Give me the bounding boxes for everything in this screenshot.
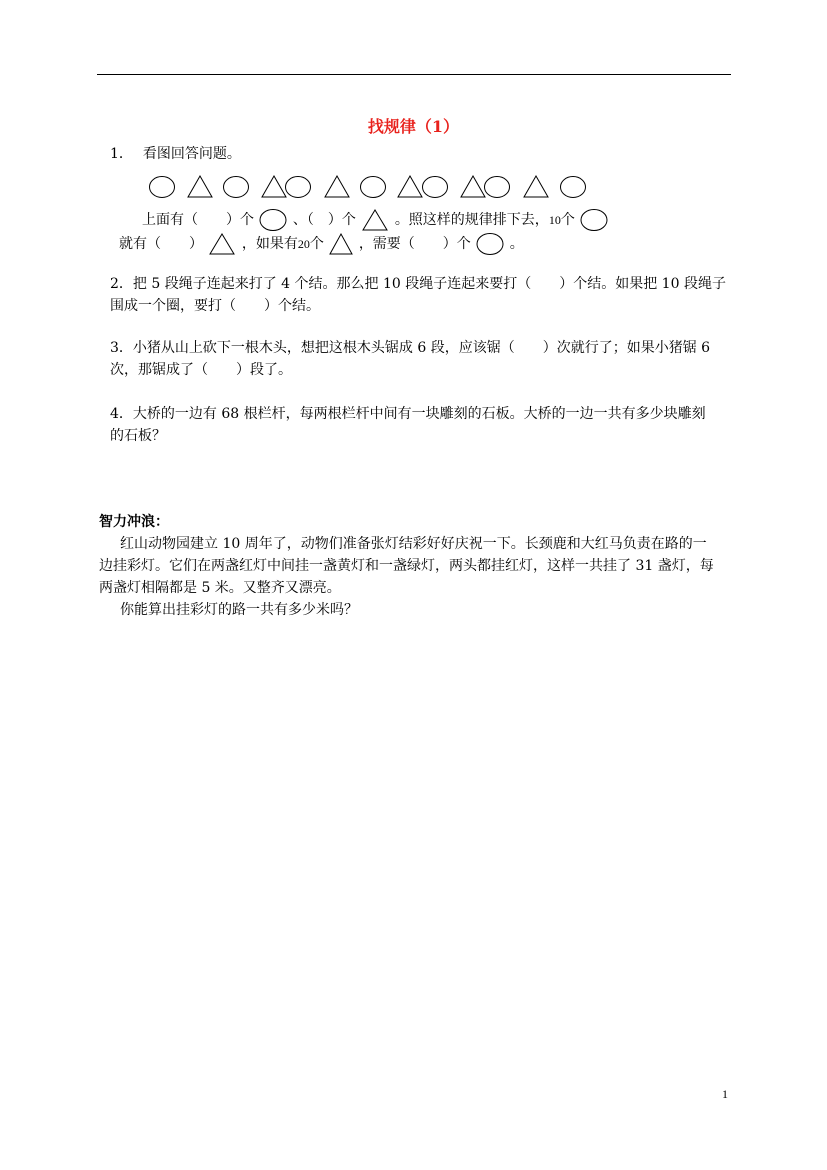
question-1-prompt (110, 144, 241, 164)
triangle-icon (328, 232, 354, 256)
triangle-icon (262, 176, 286, 197)
bonus-heading: 智力冲浪： (99, 514, 169, 530)
bonus-paragraph-line-2: 边挂彩灯。它们在两盏红灯中间挂一盏黄灯和一盏绿灯，两头都挂红灯，这样一共挂了 31 盏灯，每 (99, 558, 714, 574)
question-4-line-2: 的石板？ (110, 428, 166, 444)
question-3-line-2: 次，那锯成了（ ）段了。 (110, 362, 292, 378)
circle-icon (150, 177, 175, 198)
circle-icon (579, 208, 609, 232)
bonus-question: 你能算出挂彩灯的路一共有多少米吗？ (120, 602, 358, 618)
circle-icon (475, 232, 505, 256)
circle-icon (224, 177, 249, 198)
shape-sequence (148, 174, 598, 200)
circle-icon (423, 177, 448, 198)
triangle-icon (325, 176, 349, 197)
page-number: 1 (722, 1087, 728, 1101)
question-1-text: 看图回答问题。 (142, 146, 241, 162)
question-1-line-1: 上面有（ ）个 、（ ）个 。照这样的规律排下去，10个 (142, 208, 609, 232)
circle-icon (258, 208, 288, 232)
question-3-line-1: 3．小猪从山上砍下一根木头，想把这根木头锯成 6 段，应该锯（ ）次就行了；如果小猪锯 6 (110, 340, 711, 356)
circle-icon (361, 177, 386, 198)
question-4-line-1: 4．大桥的一边有 68 根栏杆，每两根栏杆中间有一块雕刻的石板。大桥的一边一共有多少块雕刻 (110, 406, 706, 422)
bonus-paragraph-line-3: 两盏灯相隔都是 5 米。又整齐又漂亮。 (99, 580, 341, 596)
question-1-label: 1． (110, 146, 133, 162)
triangle-icon (524, 176, 548, 197)
triangle-icon (188, 176, 212, 197)
question-2-line-1: 2．把 5 段绳子连起来打了 4 个结。那么把 10 段绳子连起来要打（ ）个结。如果把 10 段绳子 (110, 276, 726, 292)
page-title: 找规律（1） (367, 117, 460, 136)
triangle-icon (398, 176, 422, 197)
bonus-paragraph-line-1: 红山动物园建立 10 周年了，动物们准备张灯结彩好好庆祝一下。长颈鹿和大红马负责在路的一 (120, 536, 707, 552)
header-rule (97, 74, 731, 75)
triangle-icon (207, 232, 237, 256)
triangle-icon (461, 176, 485, 197)
triangle-icon (360, 208, 390, 232)
circle-icon (561, 177, 586, 198)
question-2-line-2: 围成一个圈，要打（ ）个结。 (110, 298, 320, 314)
circle-icon (286, 177, 311, 198)
question-1-line-2: 就有（ ） ，如果有20个 ，需要（ ）个 。 (119, 232, 524, 256)
circle-icon (485, 177, 510, 198)
